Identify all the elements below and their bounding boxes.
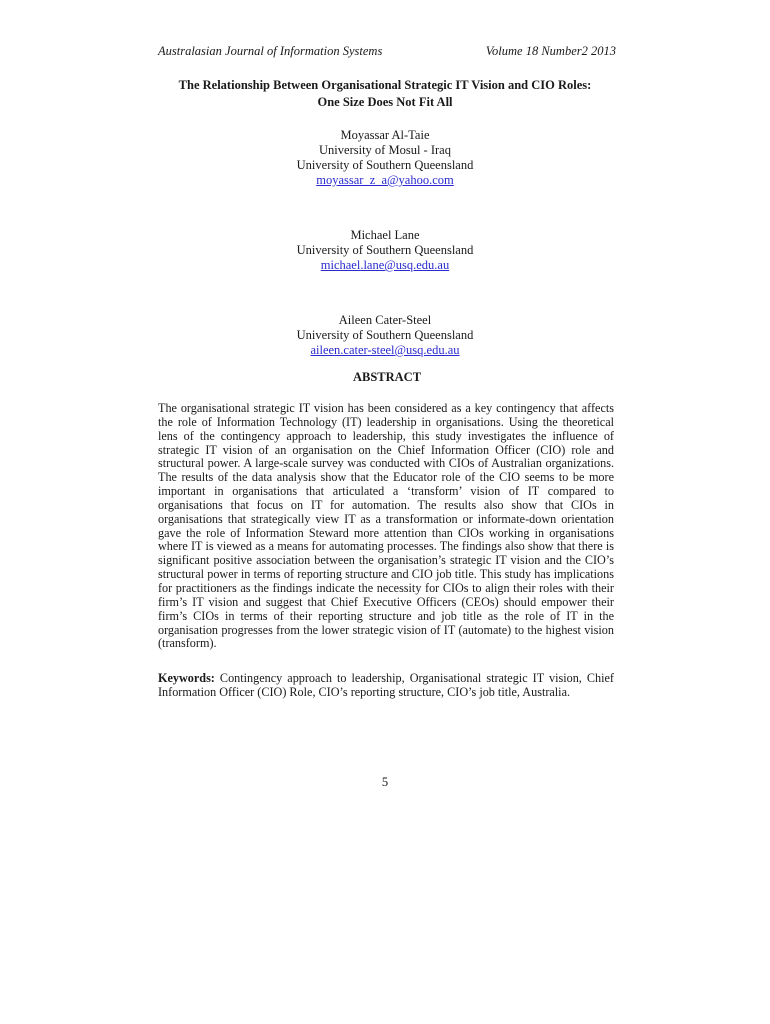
running-header [158, 44, 616, 59]
abstract-body: The organisational strategic IT vision has been considered as a key contingency that affects the role of Information Technology (IT) leadership in organisations. Using the theoretical lens of the contingency approach to leadership, this study investigates the influence of strategic IT vision of an organisation on the Chief Information Officer (CIO) role and structural power. A large-scale survey was conducted with CIOs of Australian organizations. The results of the data analysis show that the Educator role of the CIO seems to be more important in organisations that articulated a ‘transform’ vision of IT compared to organisations that focus on IT for automation. The results also show that CIOs in organisations that strategically view IT as a transformation or informate-down orientation gave the role of Information Steward more attention than CIOs working in organisations where IT is viewed as a means for automating processes. The findings also show that there is significant positive association between the organisation’s strategic IT vision and the CIO’s structural power in terms of reporting structure and CIO job title. This study has implications for practitioners as the findings indicate the necessity for CIOs to align their roles with their firm’s IT vision and suggest that Chief Executive Officers (CEOs) should empower their firm’s CIOs in terms of their reporting structure and job title as the role of IT in the organisation progresses from the lower strategic vision of IT (automate) to the highest vision (transform). [158, 401, 614, 651]
author-block [170, 313, 600, 358]
author-affiliation: University of Southern Queensland [296, 158, 474, 172]
author-email-link[interactable]: michael.lane@usq.edu.au [320, 258, 450, 272]
author-name: Moyassar Al-Taie [340, 128, 430, 142]
keywords-paragraph [158, 672, 614, 700]
author-email-link[interactable]: moyassar_z_a@yahoo.com [316, 173, 454, 187]
keywords-label: Keywords: [158, 671, 215, 685]
volume-info: Volume 18 Number2 2013 [485, 44, 616, 58]
journal-name: Australasian Journal of Information Systems [158, 44, 383, 58]
paper-title [120, 77, 650, 111]
author-name: Aileen Cater-Steel [338, 313, 432, 327]
author-block [170, 228, 600, 273]
author-affiliation: University of Mosul - Iraq [319, 143, 451, 157]
author-affiliation: University of Southern Queensland [296, 243, 474, 257]
author-name: Michael Lane [350, 228, 420, 242]
author-email-link[interactable]: aileen.cater-steel@usq.edu.au [310, 343, 460, 357]
page-number: 5 [381, 775, 389, 789]
title-line-1: The Relationship Between Organisational Strategic IT Vision and CIO Roles: [178, 78, 592, 92]
abstract-heading: ABSTRACT [352, 370, 422, 384]
author-affiliation: University of Southern Queensland [296, 328, 474, 342]
author-block [170, 128, 600, 188]
keywords-text: Contingency approach to leadership, Organisational strategic IT vision, Chief Information Officer (CIO) Role, CIO’s reporting structure, CIO’s job title, Australia. [158, 671, 614, 699]
title-line-2: One Size Does Not Fit All [317, 95, 453, 109]
